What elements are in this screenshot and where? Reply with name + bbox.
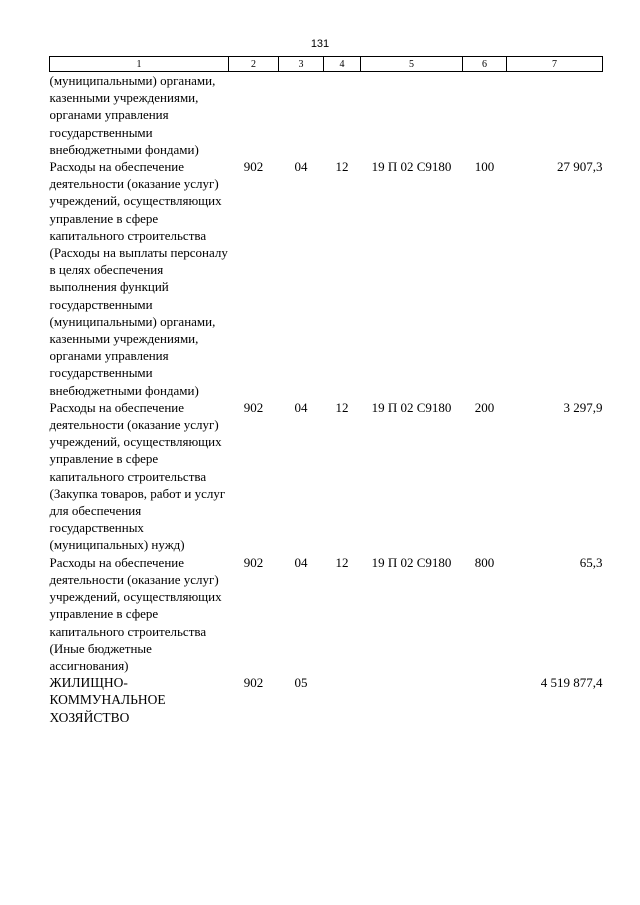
expense-name: Расходы на обеспечение деятельности (оказание услуг) учреждений, осуществляющих управление в сфере капитального строительства (Расходы на выплаты персоналу в целях обеспечения выполнения функций государственными (муниципальными) органами, казенными учреждениями, органами управления государственными внебюджетными фондами) [49, 159, 228, 398]
target-article-code: 19 П 02 С9180 [371, 399, 452, 415]
table-row [50, 554, 603, 674]
expense-type-code [463, 674, 507, 726]
budget-table [49, 56, 603, 726]
section-code [279, 72, 324, 159]
section-code: 05 [294, 675, 308, 691]
amount [507, 72, 603, 159]
column-header-7: 7 [507, 57, 603, 72]
table-row [50, 158, 603, 399]
subsection-code: 12 [335, 554, 349, 570]
amount: 3 297,9 [563, 399, 603, 415]
column-header-5: 5 [361, 57, 463, 72]
table-row [50, 399, 603, 554]
ved-code: 902 [243, 675, 264, 691]
target-article-code [361, 674, 463, 726]
subsection-code: 12 [335, 399, 349, 415]
column-header-6: 6 [463, 57, 507, 72]
column-header-1: 1 [50, 57, 229, 72]
ved-code [229, 72, 279, 159]
column-number-header [50, 57, 603, 72]
subsection-code [324, 72, 361, 159]
ved-code: 902 [243, 554, 264, 570]
expense-type-code: 800 [474, 554, 495, 570]
table-row [50, 72, 603, 159]
ved-code: 902 [243, 399, 264, 415]
expense-type-code: 100 [474, 159, 495, 175]
section-code: 04 [294, 554, 308, 570]
expense-name: Расходы на обеспечение деятельности (оказание услуг) учреждений, осуществляющих управление в сфере капитального строительства (Закупка товаров, работ и услуг для обеспечения государственных (муниципальных) нужд) [49, 399, 226, 553]
amount: 4 519 877,4 [540, 675, 603, 691]
amount: 27 907,3 [557, 159, 603, 175]
ved-code: 902 [243, 159, 264, 175]
expense-type-code: 200 [474, 399, 495, 415]
expense-name: (муниципальными) органами, казенными учреждениями, органами управления государственными внебюджетными фондами) [49, 73, 216, 157]
subsection-code: 12 [335, 159, 349, 175]
target-article-code: 19 П 02 С9180 [371, 554, 452, 570]
subsection-code [324, 674, 361, 726]
expense-name: Расходы на обеспечение деятельности (оказание услуг) учреждений, осуществляющих управление в сфере капитального строительства (Иные бюджетные ассигнования) [49, 554, 222, 673]
column-header-3: 3 [279, 57, 324, 72]
table-row [50, 674, 603, 726]
section-code: 04 [294, 399, 308, 415]
page-number: 131 [310, 38, 330, 50]
expense-name: ЖИЛИЩНО-КОММУНАЛЬНОЕ ХОЗЯЙСТВО [49, 675, 166, 725]
target-article-code: 19 П 02 С9180 [371, 159, 452, 175]
expense-type-code [463, 72, 507, 159]
column-header-4: 4 [324, 57, 361, 72]
section-code: 04 [294, 159, 308, 175]
amount: 65,3 [579, 554, 603, 570]
target-article-code [361, 72, 463, 159]
column-header-2: 2 [229, 57, 279, 72]
